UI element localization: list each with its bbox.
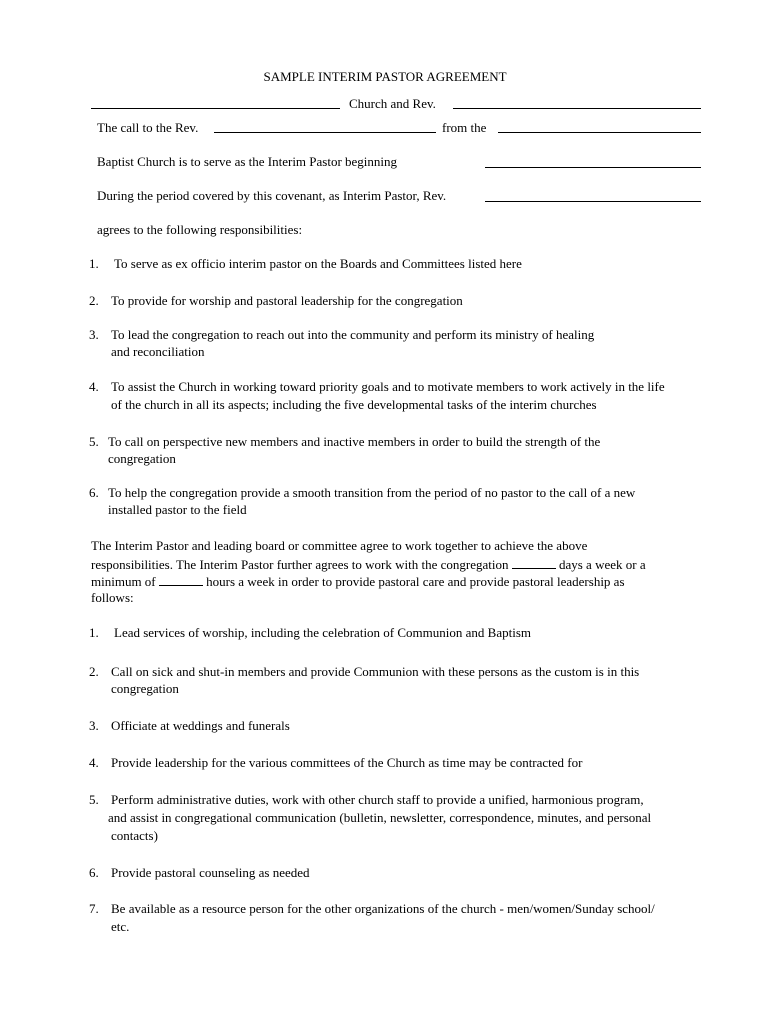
duty-number: 1.: [89, 625, 99, 640]
responsibility-text: To serve as ex officio interim pastor on the Boards and Committees listed here: [114, 256, 522, 271]
agreement-paragraph-line-1: The Interim Pastor and leading board or committee agree to work together to achieve the above: [91, 538, 588, 553]
responsibility-number: 5.: [89, 434, 99, 449]
duty-text: Provide leadership for the various committees of the Church as time may be contracted for: [111, 755, 583, 770]
agreement-paragraph-line-2: [91, 555, 646, 574]
agreement-paragraph-line-3: [91, 572, 625, 591]
responsibility-number: 3.: [89, 327, 99, 342]
agreement-text: hours a week in order to provide pastoral care and provide pastoral leadership as: [206, 574, 625, 589]
responsibility-text: To assist the Church in working toward priority goals and to motivate members to work actively in the life: [111, 379, 665, 394]
duty-number: 6.: [89, 865, 99, 880]
duty-item-5: [89, 791, 709, 845]
duty-text: and assist in congregational communication (bulletin, newsletter, correspondence, minutes, and personal: [108, 810, 652, 825]
interim-pastor-name-field[interactable]: [485, 201, 701, 202]
agreement-paragraph-line-4: follows:: [91, 590, 134, 605]
responsibility-text: installed pastor to the field: [108, 502, 247, 517]
document-title: SAMPLE INTERIM PASTOR AGREEMENT: [263, 69, 507, 84]
from-the-label: from the: [442, 120, 487, 135]
responsibility-item-5: [89, 433, 709, 469]
beginning-date-field[interactable]: [485, 167, 701, 168]
responsibility-number: 2.: [89, 293, 99, 308]
responsibility-text: of the church in all its aspects; including the five developmental tasks of the interim churches: [111, 397, 597, 412]
duty-text: Provide pastoral counseling as needed: [111, 865, 310, 880]
from-church-field[interactable]: [498, 132, 701, 133]
church-name-field[interactable]: [91, 108, 340, 109]
agreement-text: days a week or a: [558, 557, 646, 572]
duty-number: 3.: [89, 718, 99, 733]
responsibility-text: To help the congregation provide a smooth transition from the period of no pastor to the call of a new: [108, 485, 636, 500]
baptist-church-label: Baptist Church is to serve as the Interim Pastor beginning: [97, 154, 398, 169]
duty-number: 2.: [89, 664, 99, 679]
responsibility-item-3: [89, 326, 709, 362]
responsibility-number: 1.: [89, 256, 99, 271]
duty-text: Officiate at weddings and funerals: [111, 718, 290, 733]
responsibility-text: To call on perspective new members and inactive members in order to build the strength of the: [108, 434, 601, 449]
agreement-text: minimum of: [91, 574, 156, 589]
church-and-rev-label: Church and Rev.: [349, 96, 436, 111]
responsibility-text: To lead the congregation to reach out into the community and perform its ministry of healing: [111, 327, 595, 342]
duty-number: 5.: [89, 792, 99, 807]
duty-text: Lead services of worship, including the celebration of Communion and Baptism: [114, 625, 531, 640]
responsibility-number: 6.: [89, 485, 99, 500]
responsibility-item-6: [89, 484, 709, 520]
responsibility-text: congregation: [108, 451, 176, 466]
duty-text: congregation: [111, 681, 179, 696]
duty-text: Call on sick and shut-in members and provide Communion with these persons as the custom is in this: [111, 664, 640, 679]
days-per-week-field[interactable]: [512, 555, 556, 569]
during-period-label: During the period covered by this covenant, as Interim Pastor, Rev.: [97, 188, 447, 203]
responsibility-text: To provide for worship and pastoral leadership for the congregation: [111, 293, 463, 308]
hours-per-week-field[interactable]: [159, 572, 203, 586]
duty-text: Be available as a resource person for the other organizations of the church - men/women/Sunday school/: [111, 901, 655, 916]
called-rev-field[interactable]: [214, 132, 436, 133]
duty-item-7: [89, 900, 709, 936]
call-to-rev-label: The call to the Rev.: [97, 120, 199, 135]
responsibility-text: and reconciliation: [111, 344, 205, 359]
duty-number: 7.: [89, 901, 99, 916]
rev-name-field[interactable]: [453, 108, 701, 109]
duty-text: contacts): [111, 828, 158, 843]
duty-text: etc.: [111, 919, 130, 934]
agreement-text: responsibilities. The Interim Pastor further agrees to work with the congregation: [91, 557, 509, 572]
agrees-label: agrees to the following responsibilities:: [97, 222, 303, 237]
duty-number: 4.: [89, 755, 99, 770]
duty-item-2: [89, 663, 709, 699]
responsibility-item-4: [89, 378, 709, 414]
responsibility-number: 4.: [89, 379, 99, 394]
duty-text: Perform administrative duties, work with other church staff to provide a unified, harmonious program,: [111, 792, 644, 807]
